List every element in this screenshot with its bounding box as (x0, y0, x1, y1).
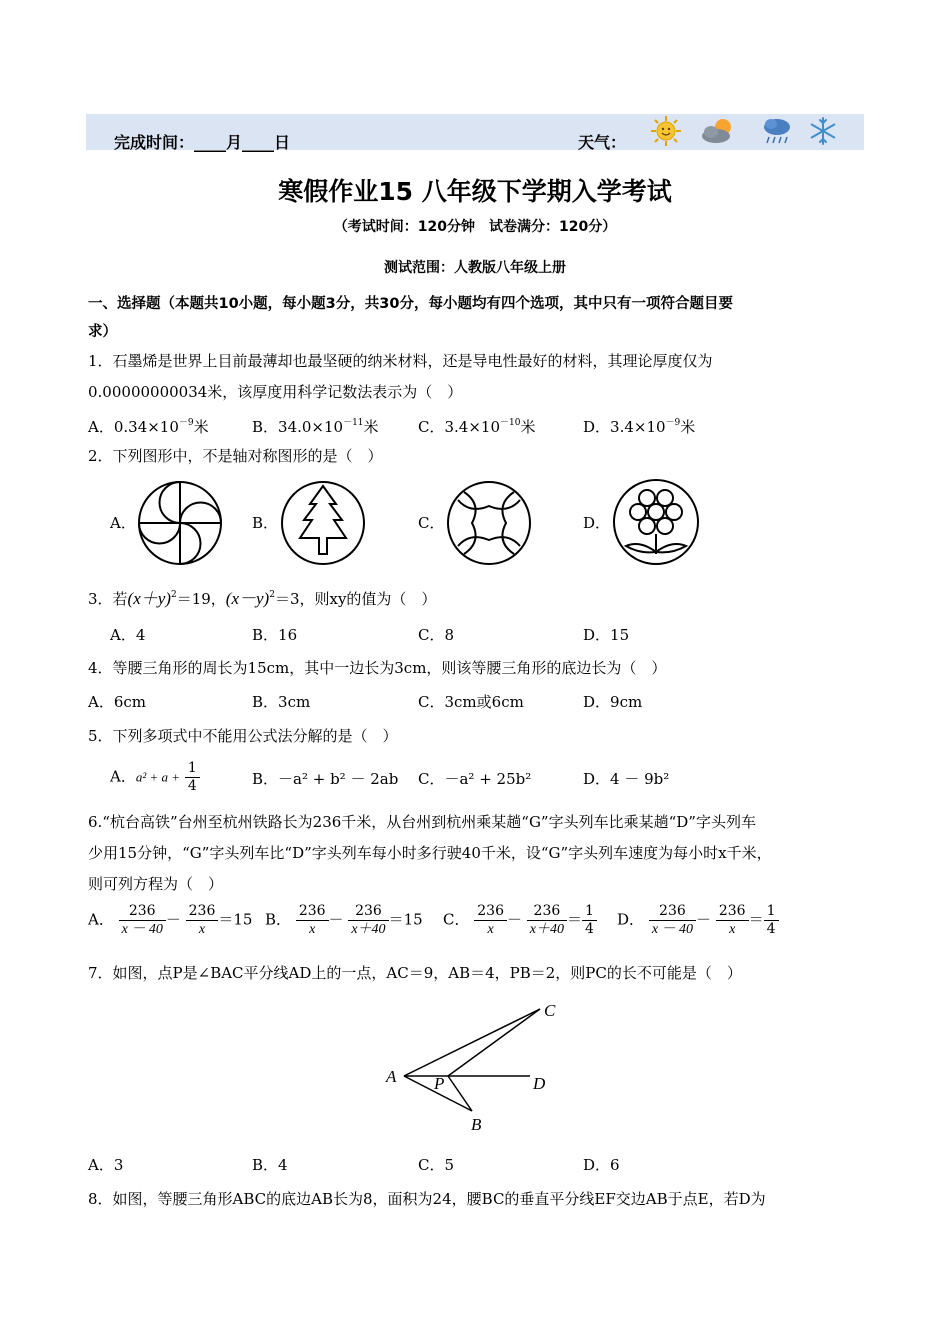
q8-stem: 8．如图，等腰三角形ABC的底边AB长为8，面积为24，腰BC的垂直平分线EF交边AB于点E，若D为 (88, 1190, 766, 1208)
q2-figure-d-flower (610, 476, 702, 568)
q2-figure-a-pinwheel (135, 478, 225, 568)
partly-cloudy-icon (698, 114, 738, 148)
q2-stem: 2．下列图形中，不是轴对称图形的是（ ） (88, 447, 383, 465)
q7-figure-angle-bisector (380, 996, 580, 1136)
q7-option-d: D．6 (583, 1156, 620, 1174)
q3-option-a: A．4 (110, 626, 146, 644)
q7-stem: 7．如图，点P是∠BAC平分线AD上的一点，AC＝9，AB＝4，PB＝2，则PC的长不可能是（ ） (88, 964, 742, 982)
q6-option-b: B． $\frac{236}{x}$ － $\frac{236}{x+40}$ ＝15 (265, 903, 423, 937)
q2-label-a: A． (110, 514, 136, 532)
weather-label: 天气： (578, 133, 627, 152)
q7-point-a-label: A (386, 1067, 397, 1086)
q6-stem-cont2: 则可列方程为（ ） (88, 875, 224, 893)
q1-option-a: A．$0.34\times 10^{-9}$米 (88, 418, 209, 436)
q5-stem: 5．下列多项式中不能用公式法分解的是（ ） (88, 727, 398, 745)
q7-point-p-label: P (434, 1074, 445, 1093)
q3-option-c: C．8 (418, 626, 455, 644)
q3-option-b: B．16 (252, 626, 298, 644)
snowflake-icon (808, 116, 838, 146)
q7-option-b: B．4 (252, 1156, 288, 1174)
q6-option-d: D． $\frac{236}{x - 40}$ － $\frac{236}{x}$ ＝ $\frac{1}{4}$ (617, 903, 779, 938)
q7-option-c: C．5 (418, 1156, 455, 1174)
q6-stem: 6.“杭台高铁”台州至杭州铁路长为236千米，从台州到杭州乘某趟“G”字头列车比乘某趟“D”字头列车 (88, 813, 756, 831)
q1-option-d: D．$3.4\times 10^{-9}$米 (583, 418, 696, 436)
q7-point-c-label: C (544, 1001, 556, 1020)
section-heading-cont: 求） (88, 324, 117, 340)
q6-option-c: C． $\frac{236}{x}$ － $\frac{236}{x+40}$ ＝ $\frac{1}{4}$ (443, 903, 597, 938)
q6-stem-cont: 少用15分钟，“G”字头列车比“D”字头列车每小时多行驶40千米，设“G”字头列车速度为每小时x千米， (88, 844, 772, 862)
q3-option-d: D．15 (583, 626, 630, 644)
page-title: 寒假作业15 八年级下学期入学考试 (278, 177, 672, 206)
q3-stem: 3．若$(x+y)^2=19$，$(x-y)^2=3$，则xy的值为（ ） (88, 589, 437, 608)
q4-option-d: D．9cm (583, 693, 643, 711)
q2-label-d: D． (583, 514, 611, 532)
completion-time-label: 完成时间：____月____日 (114, 133, 291, 152)
q2-label-c: C． (418, 514, 445, 532)
q4-option-a: A．6cm (88, 693, 147, 711)
q7-point-b-label: B (471, 1115, 482, 1134)
q5-option-d: D．4 － 9b² (583, 770, 670, 788)
rain-icon (760, 114, 794, 148)
q6-option-a: A． $\frac{236}{x - 40}$ － $\frac{236}{x}$ ＝15 (88, 903, 253, 937)
q7-option-a: A．3 (88, 1156, 124, 1174)
exam-info: （考试时间：120分钟 试卷满分：120分） (333, 219, 617, 235)
q4-option-b: B．3cm (252, 693, 311, 711)
q1-option-c: C．$3.4\times 10^{-10}$米 (418, 418, 536, 436)
q1-option-b: B．$34.0\times 10^{-11}$米 (252, 418, 379, 436)
q5-option-b: B．－a² + b² － 2ab (252, 770, 399, 788)
q1-stem: 1．石墨烯是世界上目前最薄却也最坚硬的纳米材料，还是导电性最好的材料，其理论厚度仅为 (88, 352, 713, 370)
section-heading: 一、选择题（本题共10小题，每小题3分，共30分，每小题均有四个选项，其中只有一项符合题目要 (88, 296, 733, 312)
q5-option-a: A．a² + a + $\frac{1}{4}$ (110, 760, 200, 795)
test-scope: 测试范围：人教版八年级上册 (384, 260, 566, 276)
q2-label-b: B． (252, 514, 279, 532)
q2-figure-b-tree (278, 478, 368, 568)
q1-stem-cont: 0.00000000034米，该厚度用科学记数法表示为（ ） (88, 383, 463, 401)
q4-option-c: C．3cm或6cm (418, 693, 524, 711)
sun-icon (648, 114, 684, 148)
q5-option-c: C．－a² + 25b² (418, 770, 532, 788)
q4-stem: 4．等腰三角形的周长为15cm，其中一边长为3cm，则该等腰三角形的底边长为（ ） (88, 659, 667, 677)
q7-point-d-label: D (533, 1074, 546, 1093)
q2-figure-c-arcs (444, 478, 534, 568)
